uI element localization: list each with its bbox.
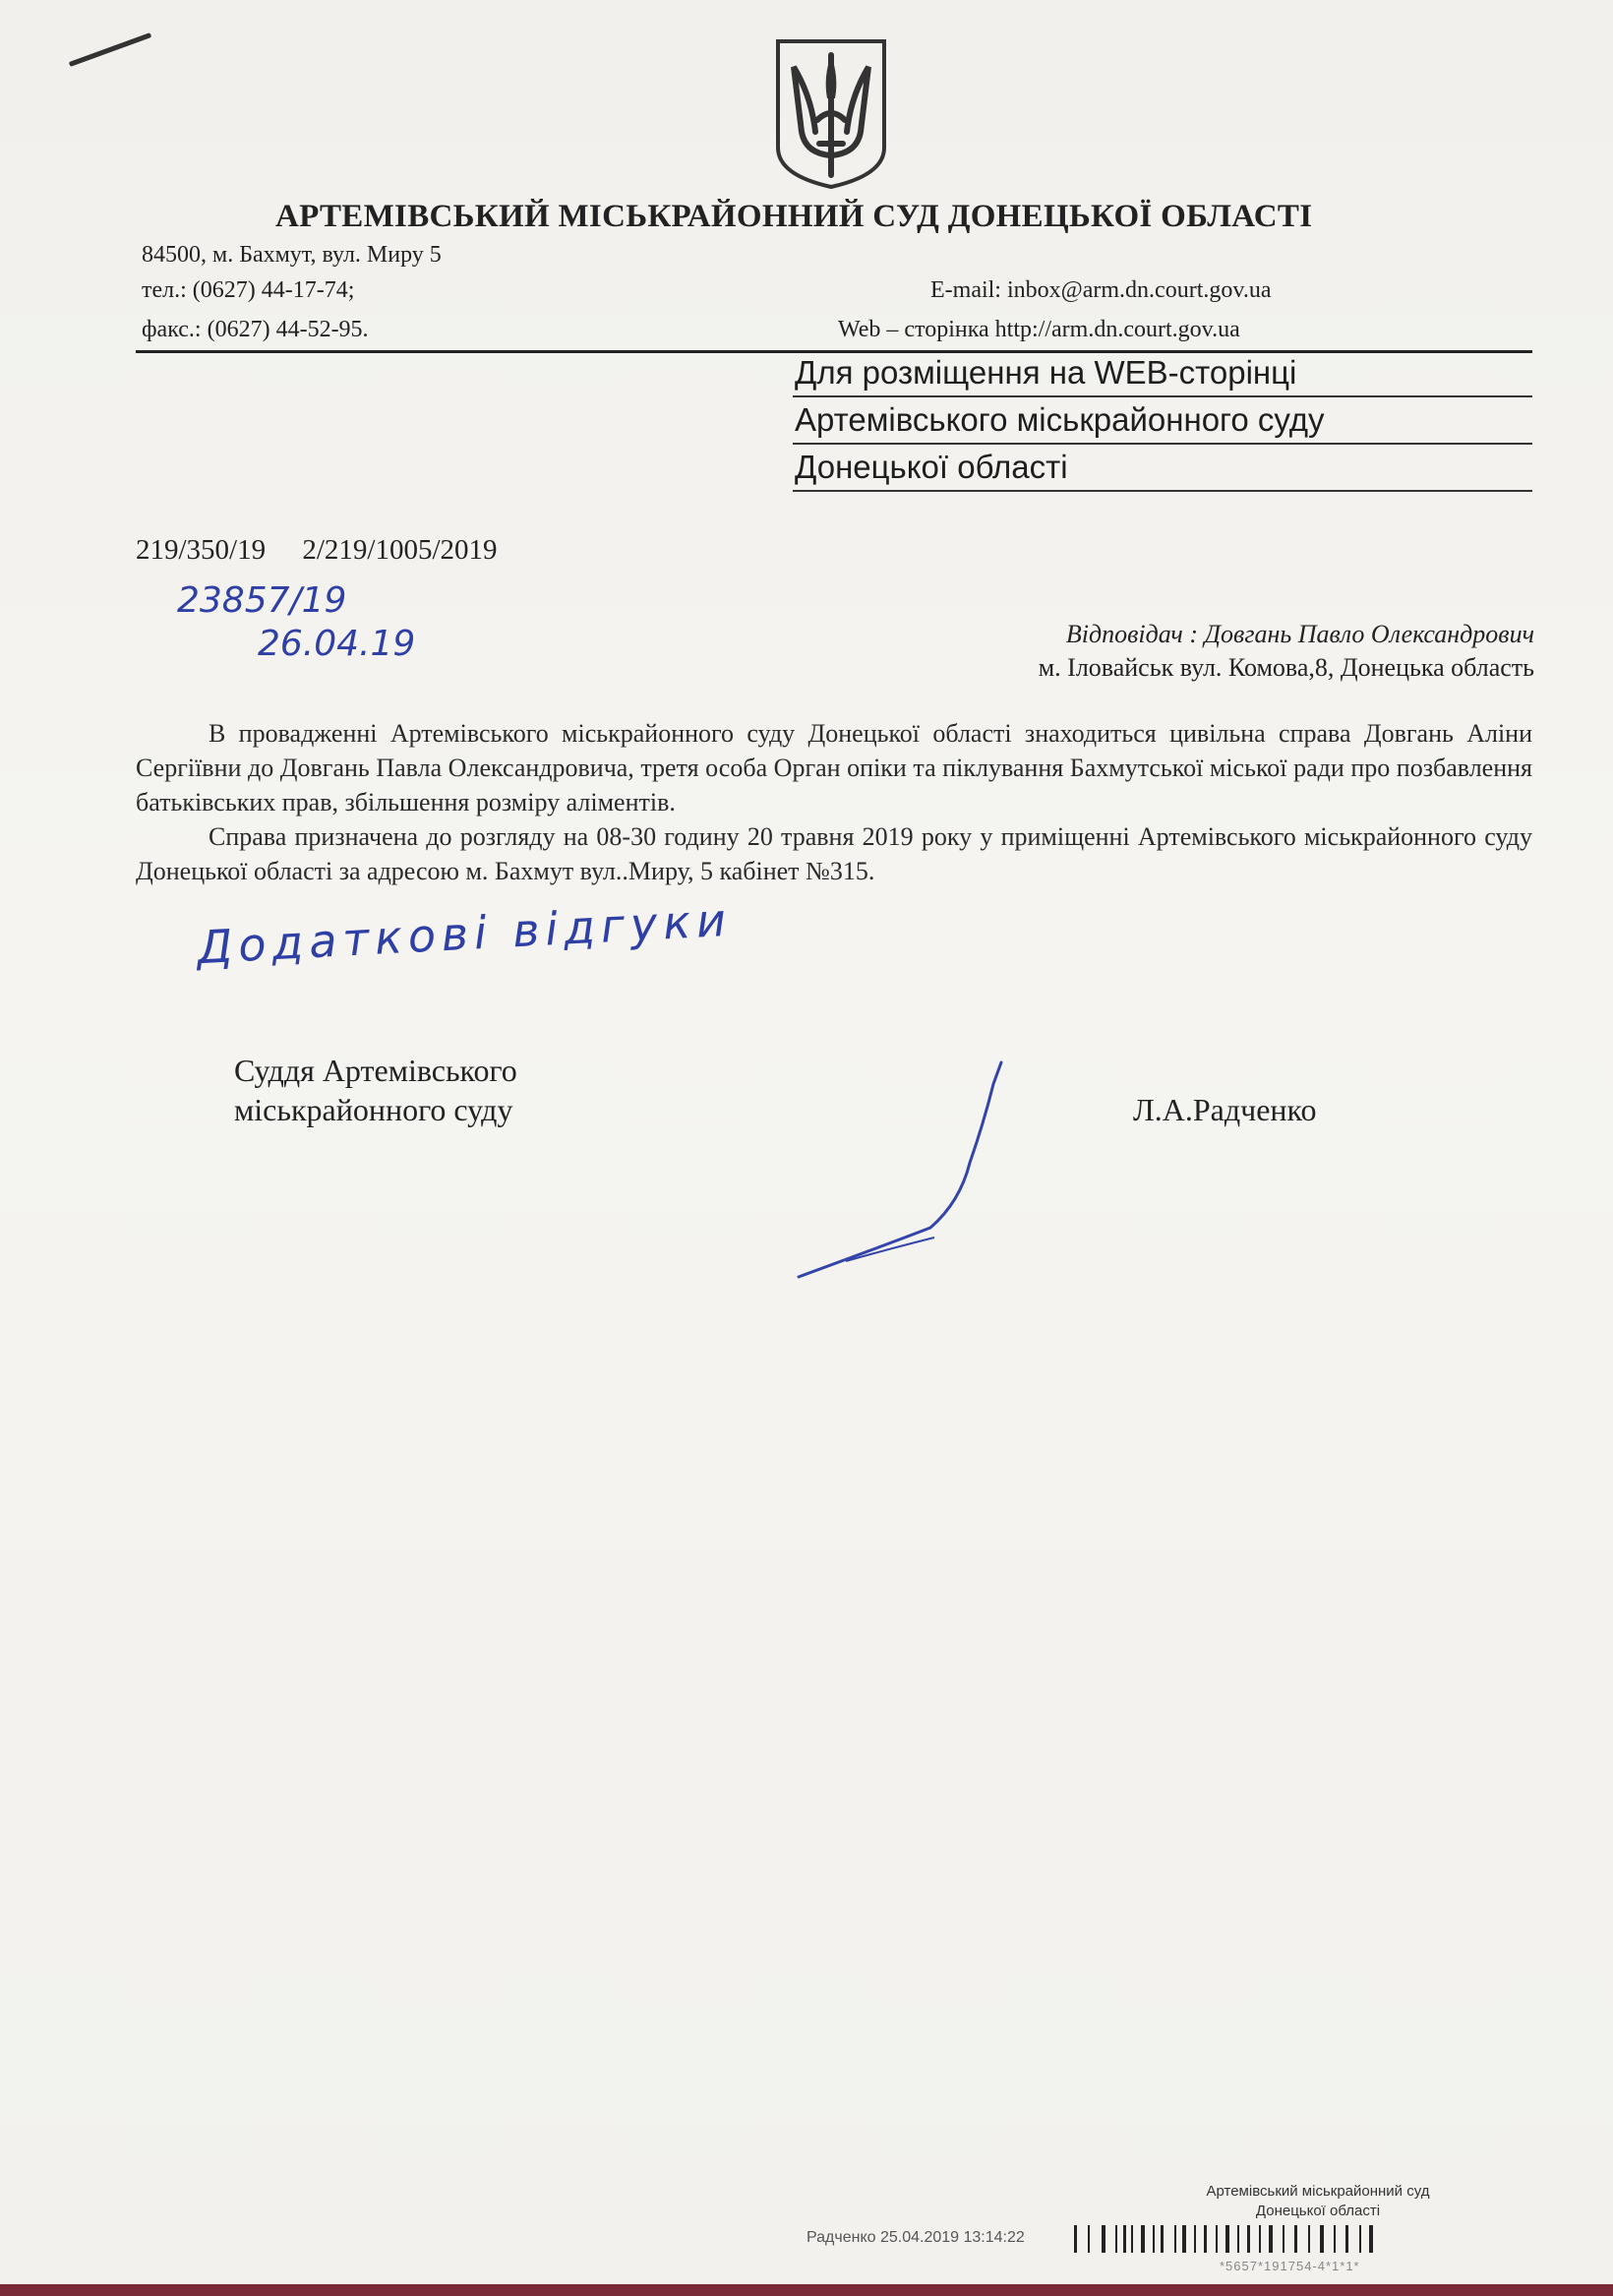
case-numbers [136,534,498,567]
stamp-court [1170,2182,1465,2221]
court-website: Web – сторінка http://arm.dn.court.gov.ua [838,317,1240,342]
barcode [1072,2225,1377,2253]
stamp-court-line: Артемівський міськрайонний суд [1206,2183,1430,2200]
judge-signature [787,1055,1013,1291]
barcode-number: *5657*191754-4*1*1* [1220,2259,1360,2273]
placement-note [793,350,1532,492]
defendant-name: Відповідач : Довгань Павло Олександрович [1065,620,1534,648]
judge-name: Л.А.Радченко [1133,1092,1317,1127]
handwritten-reg-date: 26.04.19 [258,624,416,664]
placement-line: Артемівського міськрайонного суду [793,397,1532,445]
placement-line: Донецької області [793,445,1532,492]
page-edge [0,2284,1613,2296]
notice-body [136,716,1532,888]
placement-line: Для розміщення на WEB-сторінці [793,350,1532,397]
registration-stamp [806,2182,1554,2280]
court-email: E-mail: inbox@arm.dn.court.gov.ua [930,277,1272,303]
court-title: АРТЕМІВСЬКИЙ МІСЬКРАЙОННИЙ СУД ДОНЕЦЬКОЇ ОБЛАСТІ [275,199,1313,234]
stamp-meta: Радченко 25.04.2019 13:14:22 [806,2229,1025,2246]
stamp-court-line: Донецької області [1255,2203,1381,2219]
court-fax: факс.: (0627) 44-52-95. [142,317,369,342]
pencil-mark [69,32,151,67]
defendant-address: м. Іловайськ вул. Комова,8, Донецька область [1038,653,1534,682]
handwritten-note: Додаткові відгуки [195,892,734,975]
handwritten-reg-number: 23857/19 [177,580,347,621]
court-phone: тел.: (0627) 44-17-74; [142,277,355,303]
body-paragraph: Справа призначена до розгляду на 08-30 годину 20 травня 2019 року у приміщенні Артемівського міськрайонного суду Донецької області за адресою м. Бахмут вул..Миру, 5 кабінет №315. [136,822,1532,885]
proceeding-number: 2/219/1005/2019 [302,534,498,566]
body-paragraph: В провадженні Артемівського міськрайонного суду Донецької області знаходиться цивільна справа Довгань Аліни Сергіївни до Довгань Павла Олександровича, третя особа Орган опіки та піклування Бахмутської міської ради про позбавлення батьківських прав, збільшення розміру аліментів. [136,719,1532,816]
case-number: 219/350/19 [136,534,267,566]
judge-title-line: міськрайонного суду [234,1092,513,1127]
judge-title-line: Суддя Артемівського [234,1053,517,1088]
court-address: 84500, м. Бахмут, вул. Миру 5 [142,242,442,268]
trident-emblem-icon [772,37,890,191]
judge-title [234,1051,517,1129]
